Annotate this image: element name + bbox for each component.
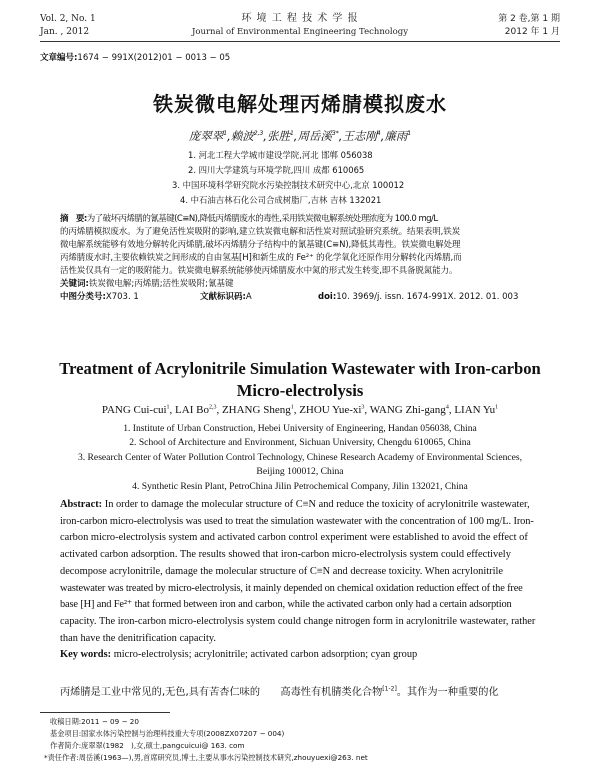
author-affiliation-mark: 1 <box>290 404 294 411</box>
doi-label: doi: <box>318 292 337 302</box>
classification-cn <box>60 291 540 304</box>
author-name: LAI Bo <box>175 404 209 416</box>
author-affiliation-mark: 1 <box>223 130 228 138</box>
header-volume: Vol. 2, No. 1 <box>40 14 96 24</box>
article-id <box>40 51 230 63</box>
clc-label: 中图分类号: <box>60 292 106 302</box>
author-affiliation-mark: 2,3 <box>208 404 217 411</box>
article-id-label: 文章编号: <box>40 53 78 63</box>
author-separator: , <box>227 129 231 143</box>
author-name: WANG Zhi-gang <box>369 404 446 416</box>
affiliation-cn-2: 2. 四川大学建筑与环境学院,四川 成都 610065 <box>188 165 365 175</box>
keywords-cn-label: 关键词: <box>60 279 89 289</box>
author-separator: , <box>263 129 267 143</box>
author-affiliation-mark: 1 <box>495 404 499 411</box>
author-name: 周岳溪 <box>297 129 332 143</box>
author-name: 庞翠翠 <box>188 129 224 143</box>
abstract-en-line: iron-carbon micro-electrolysis was used to treat the simulation wastewater with the concentration of 100 mg/L. Iron- <box>60 515 534 527</box>
author-separator: , <box>448 404 455 416</box>
author-separator: , <box>216 404 222 416</box>
abstract-en-line: wastewater was treated by micro-electrolysis, it mainly depended on chemical oxidation reduction effect of the free <box>60 582 523 594</box>
author-affiliation-mark: 1 <box>289 130 294 138</box>
header-rule <box>40 41 560 42</box>
title-en <box>30 358 570 402</box>
footnote-author-bio: 作者简介:庞翠翠(1982 ),女,硕士,pangcuicui@ 163. com <box>50 741 245 750</box>
author-affiliation-mark: 3* <box>331 130 339 138</box>
abstract-en <box>60 497 540 664</box>
clc-value: X703. 1 <box>105 292 139 302</box>
body-reference: [1-2] <box>382 685 397 693</box>
author-name: LIAN Yu <box>454 404 496 416</box>
title-en-line-1: Treatment of Acrylonitrile Simulation Wastewater with Iron-carbon <box>59 359 541 378</box>
header-issue-cn: 第 2 卷,第 1 期 <box>498 14 560 24</box>
abstract-en-line: than have the denitrification capacity. <box>60 632 216 644</box>
affiliation-en-1: 1. Institute of Urban Construction, Hebei University of Engineering, Handan 056038, China <box>123 423 477 434</box>
author-separator: , <box>380 129 385 143</box>
abstract-en-line: base [H] and Fe²⁺ that formed between iron and carbon, while the activated carbon only had a certain adsorption <box>60 599 512 611</box>
author-affiliation-mark: 2,3 <box>253 130 264 138</box>
author-name: 廉雨 <box>384 129 408 143</box>
author-affiliation-mark: 1 <box>166 404 170 411</box>
footnote-rule <box>40 712 170 713</box>
affiliation-en-2: 2. School of Architecture and Environment, Sichuan University, Chengdu 610065, China <box>129 437 471 448</box>
abstract-cn-line: 为了破坏丙烯腈的氰基键(C≡N),降低丙烯腈废水的毒性,采用铁炭微电解系统处理浓度为 100.0 mg/L <box>86 214 438 224</box>
title-en-line-2: Micro-electrolysis <box>236 381 364 400</box>
abstract-cn-label: 摘 要: <box>60 214 87 224</box>
abstract-cn <box>60 213 540 304</box>
affiliation-cn-1: 1. 河北工程大学城市建设学院,河北 邯郸 056038 <box>188 150 373 160</box>
header-journal-cn: 环 境 工 程 技 术 学 报 <box>241 13 359 24</box>
body-line-1-end: 。其作为一种重要的化 <box>396 687 499 698</box>
body-paragraph <box>60 683 499 698</box>
header-date-cn: 2012 年 1 月 <box>504 27 560 37</box>
abstract-cn-line: 的丙烯腈模拟废水。为了避免活性炭吸附的影响,建立铁炭微电解和活性炭对照试验研究系统。结果表明,铁炭 <box>60 227 461 237</box>
author-affiliation-mark: 3 <box>361 404 365 411</box>
header-date: Jan. , 2012 <box>40 27 90 37</box>
abstract-en-line: activated carbon adsorption. The results showed that iron-carbon micro-electrolysis system could effectively <box>60 549 511 561</box>
affiliation-cn-4: 4. 中石油吉林石化公司合成树脂厂,吉林 吉林 132021 <box>180 195 382 205</box>
footnotes <box>44 716 368 764</box>
authors-en <box>30 404 570 416</box>
author-name: PANG Cui-cui <box>101 404 167 416</box>
author-separator: , <box>169 404 176 416</box>
author-separator: , <box>338 129 343 143</box>
abstract-cn-line: 活性炭仅具有一定的吸附能力。铁炭微电解系统能够使丙烯腈废水中氮的形式发生转变,即不具备脱氮能力。 <box>60 266 458 276</box>
author-name: ZHOU Yue-xi <box>299 404 362 416</box>
abstract-en-line: carbon micro-electrolysis system and activated carbon control experiment were established to avoid the effect of <box>60 532 528 544</box>
doc-code-value: A <box>245 292 252 302</box>
footnote-corresponding-author: *责任作者:周岳溪(1963—),男,首席研究员,博士,主要从事水污染控制技术研究,zhouyuexi@263. net <box>44 753 368 762</box>
affiliation-en-3-cont: Beijing 100012, China <box>256 466 344 477</box>
abstract-en-line: In order to damage the molecular structure of C≡N and reduce the toxicity of acrylonitrile wastewater, <box>102 499 530 510</box>
footnote-funding: 基金项目:国家水体污染控制与治理科技重大专项(2008ZX07207 − 004) <box>50 729 285 738</box>
author-separator: , <box>364 404 370 416</box>
affiliation-en-3: 3. Research Center of Water Pollution Control Technology, Chinese Research Academy of Environmental Sciences, <box>77 452 523 463</box>
author-affiliation-mark: 4 <box>376 130 381 138</box>
keywords-en-label: Key words: <box>60 649 112 661</box>
header-journal-en: Journal of Environmental Engineering Technology <box>191 27 409 37</box>
doc-code-label: 文献标识码: <box>200 292 246 302</box>
abstract-en-label: Abstract: <box>60 499 103 510</box>
abstract-en-line: decompose acrylonitrile, damage the molecular structure of C≡N and decrease toxicity. When acrylonitrile <box>60 565 503 577</box>
author-affiliation-mark: 4 <box>445 404 449 411</box>
article-id-value: 1674 − 991X(2012)01 − 0013 − 05 <box>77 53 231 63</box>
footnote-received: 收稿日期:2011 − 09 − 20 <box>50 717 139 726</box>
abstract-cn-line: 丙烯腈废水时,主要依赖铁炭之间形成的自由氢基[H]和新生成的 Fe²⁺ 的化学氧化还原作用分解转化丙烯腈,而 <box>60 253 462 263</box>
body-line-1: 丙烯腈是工业中常见的,无色,具有苦杏仁味的 高毒性有机腈类化合物 <box>60 687 383 698</box>
author-name: 赖波 <box>230 129 254 143</box>
abstract-en-line: capacity. The iron-carbon micro-electrolysis system could change nitrogen form in acrylonitrile wastewater, rather <box>60 615 536 627</box>
authors-cn <box>30 128 570 144</box>
author-separator: , <box>293 129 298 143</box>
author-name: ZHANG Sheng <box>221 404 291 416</box>
affiliation-en-4: 4. Synthetic Resin Plant, PetroChina Jilin Petrochemical Company, Jilin 132021, China <box>132 481 468 492</box>
keywords-en-value: micro-electrolysis; acrylonitrile; activated carbon adsorption; cyan group <box>111 649 418 661</box>
author-name: 张胜 <box>266 129 290 143</box>
affiliation-cn-3: 3. 中国环境科学研究院水污染控制技术研究中心,北京 100012 <box>172 180 405 190</box>
keywords-cn-value: 铁炭微电解;丙烯腈;活性炭吸附;氰基键 <box>88 279 234 289</box>
author-name: 王志刚 <box>342 129 377 143</box>
doi-value: 10. 3969/j. issn. 1674-991X. 2012. 01. 003 <box>336 292 519 302</box>
author-affiliation-mark: 1 <box>407 130 412 138</box>
title-cn: 铁炭微电解处理丙烯腈模拟废水 <box>153 92 447 116</box>
abstract-cn-line: 微电解系统能够有效地分解转化丙烯腈,破坏丙烯腈分子结构中的氰基键(C≡N),降低其毒性。铁炭微电解处理 <box>60 240 461 250</box>
author-separator: , <box>293 404 300 416</box>
